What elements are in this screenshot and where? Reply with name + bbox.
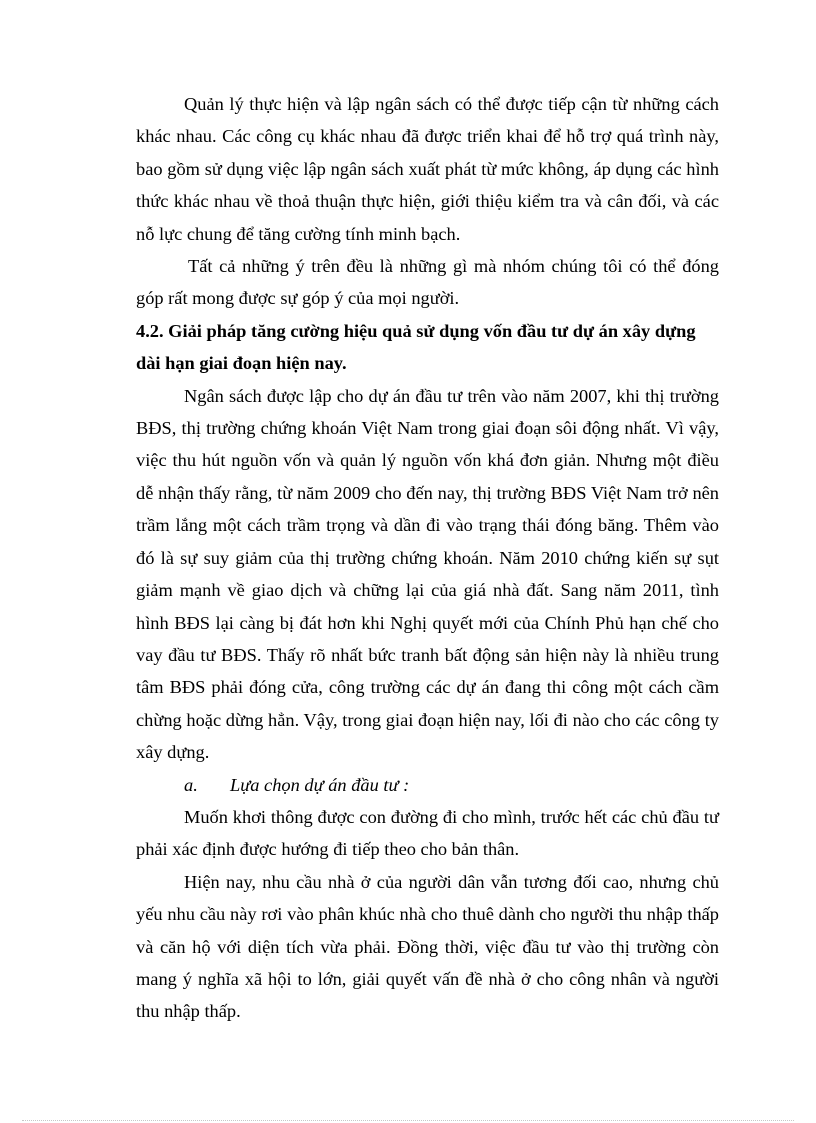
section-heading: 4.2. Giải pháp tăng cường hiệu quả sử dụng vốn đầu tư dự án xây dựng dài hạn giai đoạn hiện nay. bbox=[136, 320, 696, 374]
paragraph-market-context: Ngân sách được lập cho dự án đầu tư trên vào năm 2007, khi thị trường BĐS, thị trường chứng khoán Việt Nam trong giai đoạn sôi động nhất. Vì vậy, việc thu hút nguồn vốn và quản lý nguồn vốn khá đơn giản. Nhưng một điều dễ nhận thấy rằng, từ năm 2009 cho đến nay, thị trường BĐS Việt Nam trở nên trầm lắng một cách trầm trọng và dần đi vào trạng thái đóng băng. Thêm vào đó là sự suy giảm của thị trường chứng khoán. Năm 2010 chứng kiến sự sụt giảm mạnh về giao dịch và chững lại của giá nhà đất. Sang năm 2011, tình hình BĐS lại càng bị đát hơn khi Nghị quyết mới của Chính Phủ hạn chế cho vay đầu tư BĐS. Thấy rõ nhất bức tranh bất động sản hiện này là nhiều trung tâm BĐS phải đóng cửa, công trường các dự án đang thi công một cách cầm chừng hoặc dừng hẳn. Vậy, trong giai đoạn hiện nay, lối đi nào cho các công ty xây dựng. bbox=[136, 385, 719, 763]
subsection-letter: a. bbox=[184, 774, 198, 795]
subsection-heading bbox=[136, 769, 719, 801]
document-page bbox=[136, 88, 719, 1028]
page-bottom-divider bbox=[22, 1120, 794, 1121]
paragraph-investor-direction: Muốn khơi thông được con đường đi cho mình, trước hết các chủ đầu tư phải xác định được hướng đi tiếp theo cho bản thân. bbox=[136, 806, 719, 860]
paragraph-budget-management: Quản lý thực hiện và lập ngân sách có thể được tiếp cận từ những cách khác nhau. Các công cụ khác nhau đã được triển khai để hỗ trợ quá trình này, bao gồm sử dụng việc lập ngân sách xuất phát từ mức không, áp dụng các hình thức khác nhau về thoả thuận thực hiện, giới thiệu kiểm tra và cân đối, và các nỗ lực chung để tăng cường tính minh bạch. bbox=[136, 94, 719, 244]
paragraph-group-contribution: Tất cả những ý trên đều là những gì mà nhóm chúng tôi có thể đóng góp rất mong được sự góp ý của mọi người. bbox=[136, 256, 719, 309]
subsection-title: Lựa chọn dự án đầu tư : bbox=[230, 774, 410, 795]
paragraph-housing-demand: Hiện nay, nhu cầu nhà ở của người dân vẫn tương đối cao, nhưng chủ yếu nhu cầu này rơi vào phân khúc nhà cho thuê dành cho người thu nhập thấp và căn hộ với diện tích vừa phải. Đồng thời, việc đầu tư vào thị trường còn mang ý nghĩa xã hội to lớn, giải quyết vấn đề nhà ở cho công nhân và người thu nhập thấp. bbox=[136, 871, 719, 1022]
